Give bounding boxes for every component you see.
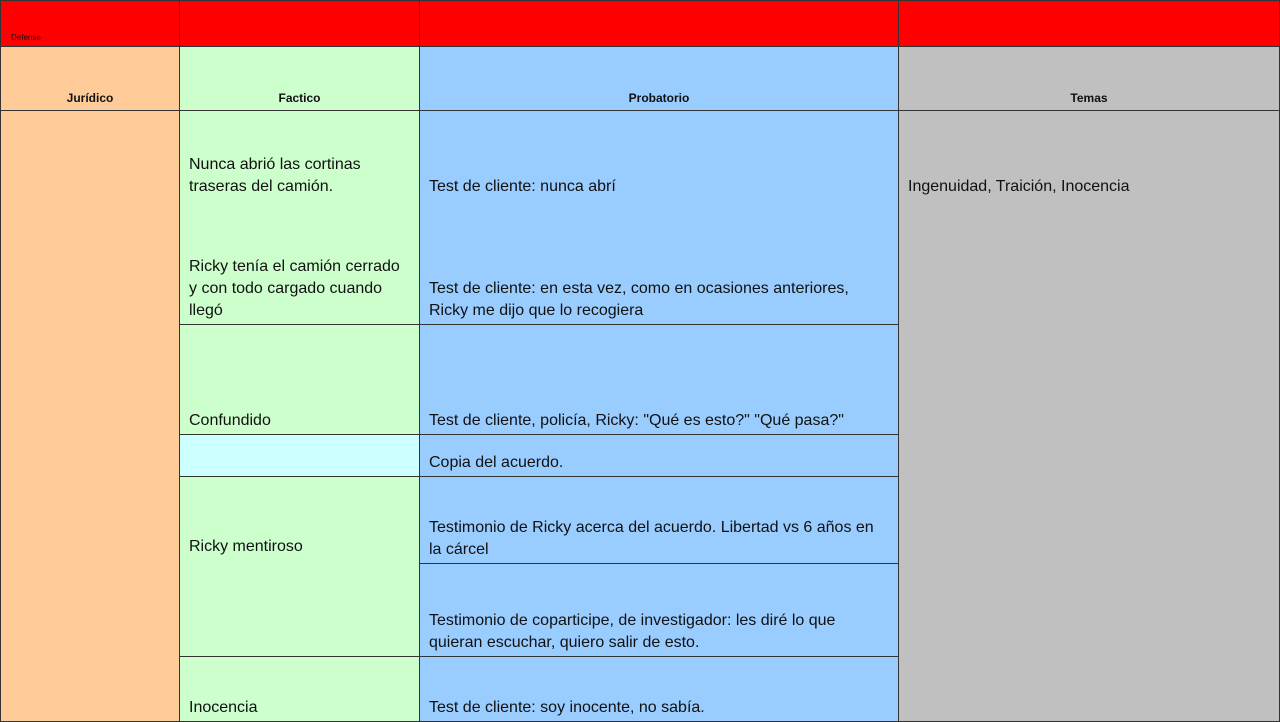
probatorio-text-5: Testimonio de coparticipe, de investigador: les diré lo que quieran escuchar, quiero salir de esto. <box>429 612 836 651</box>
header-factico-label: Factico <box>278 91 321 105</box>
factico-cell-2 <box>179 324 420 435</box>
title-cell-probatorio <box>419 0 899 47</box>
factico-text-4: Ricky mentiroso <box>189 538 303 555</box>
title-cell-temas <box>898 0 1280 47</box>
title-cell-juridico <box>0 0 180 47</box>
header-temas <box>898 46 1280 111</box>
probatorio-cell-2 <box>419 324 899 435</box>
probatorio-cell-3 <box>419 434 899 477</box>
probatorio-text-4: Testimonio de Ricky acerca del acuerdo. Libertad vs 6 años en la cárcel <box>429 519 874 558</box>
probatorio-cell-5 <box>419 563 899 657</box>
header-temas-label: Temas <box>1070 91 1108 105</box>
factico-text-6: Inocencia <box>189 699 258 716</box>
header-probatorio <box>419 46 899 111</box>
factico-cell-1 <box>179 110 420 325</box>
factico-text-2: Confundido <box>189 412 271 429</box>
header-factico <box>179 46 420 111</box>
header-juridico <box>0 46 180 111</box>
header-probatorio-label: Probatorio <box>628 91 690 105</box>
factico-text-1b: Ricky tenía el camión cerrado y con todo cargado cuando llegó <box>189 258 400 319</box>
juridico-body-cell <box>0 110 180 722</box>
title-cell-factico <box>179 0 420 47</box>
header-juridico-label: Jurídico <box>66 91 114 105</box>
factico-cell-3-empty <box>179 434 420 477</box>
probatorio-text-6: Test de cliente: soy inocente, no sabía. <box>429 699 705 716</box>
temas-text: Ingenuidad, Traición, Inocencia <box>908 178 1130 195</box>
probatorio-text-1b: Test de cliente: en esta vez, como en ocasiones anteriores, Ricky me dijo que lo recogiera <box>429 280 849 319</box>
factico-text-1a: Nunca abrió las cortinas traseras del camión. <box>189 156 361 195</box>
probatorio-cell-4 <box>419 476 899 564</box>
probatorio-cell-6 <box>419 656 899 722</box>
temas-body-cell <box>898 110 1280 722</box>
probatorio-text-1a: Test de cliente: nunca abrí <box>429 178 616 195</box>
probatorio-text-3: Copia del acuerdo. <box>429 454 564 471</box>
defense-label: Defense <box>11 33 41 42</box>
factico-cell-4 <box>179 476 420 657</box>
probatorio-cell-1 <box>419 110 899 325</box>
probatorio-text-2: Test de cliente, policía, Ricky: "Qué es esto?" "Qué pasa?" <box>429 412 844 429</box>
factico-cell-6 <box>179 656 420 722</box>
